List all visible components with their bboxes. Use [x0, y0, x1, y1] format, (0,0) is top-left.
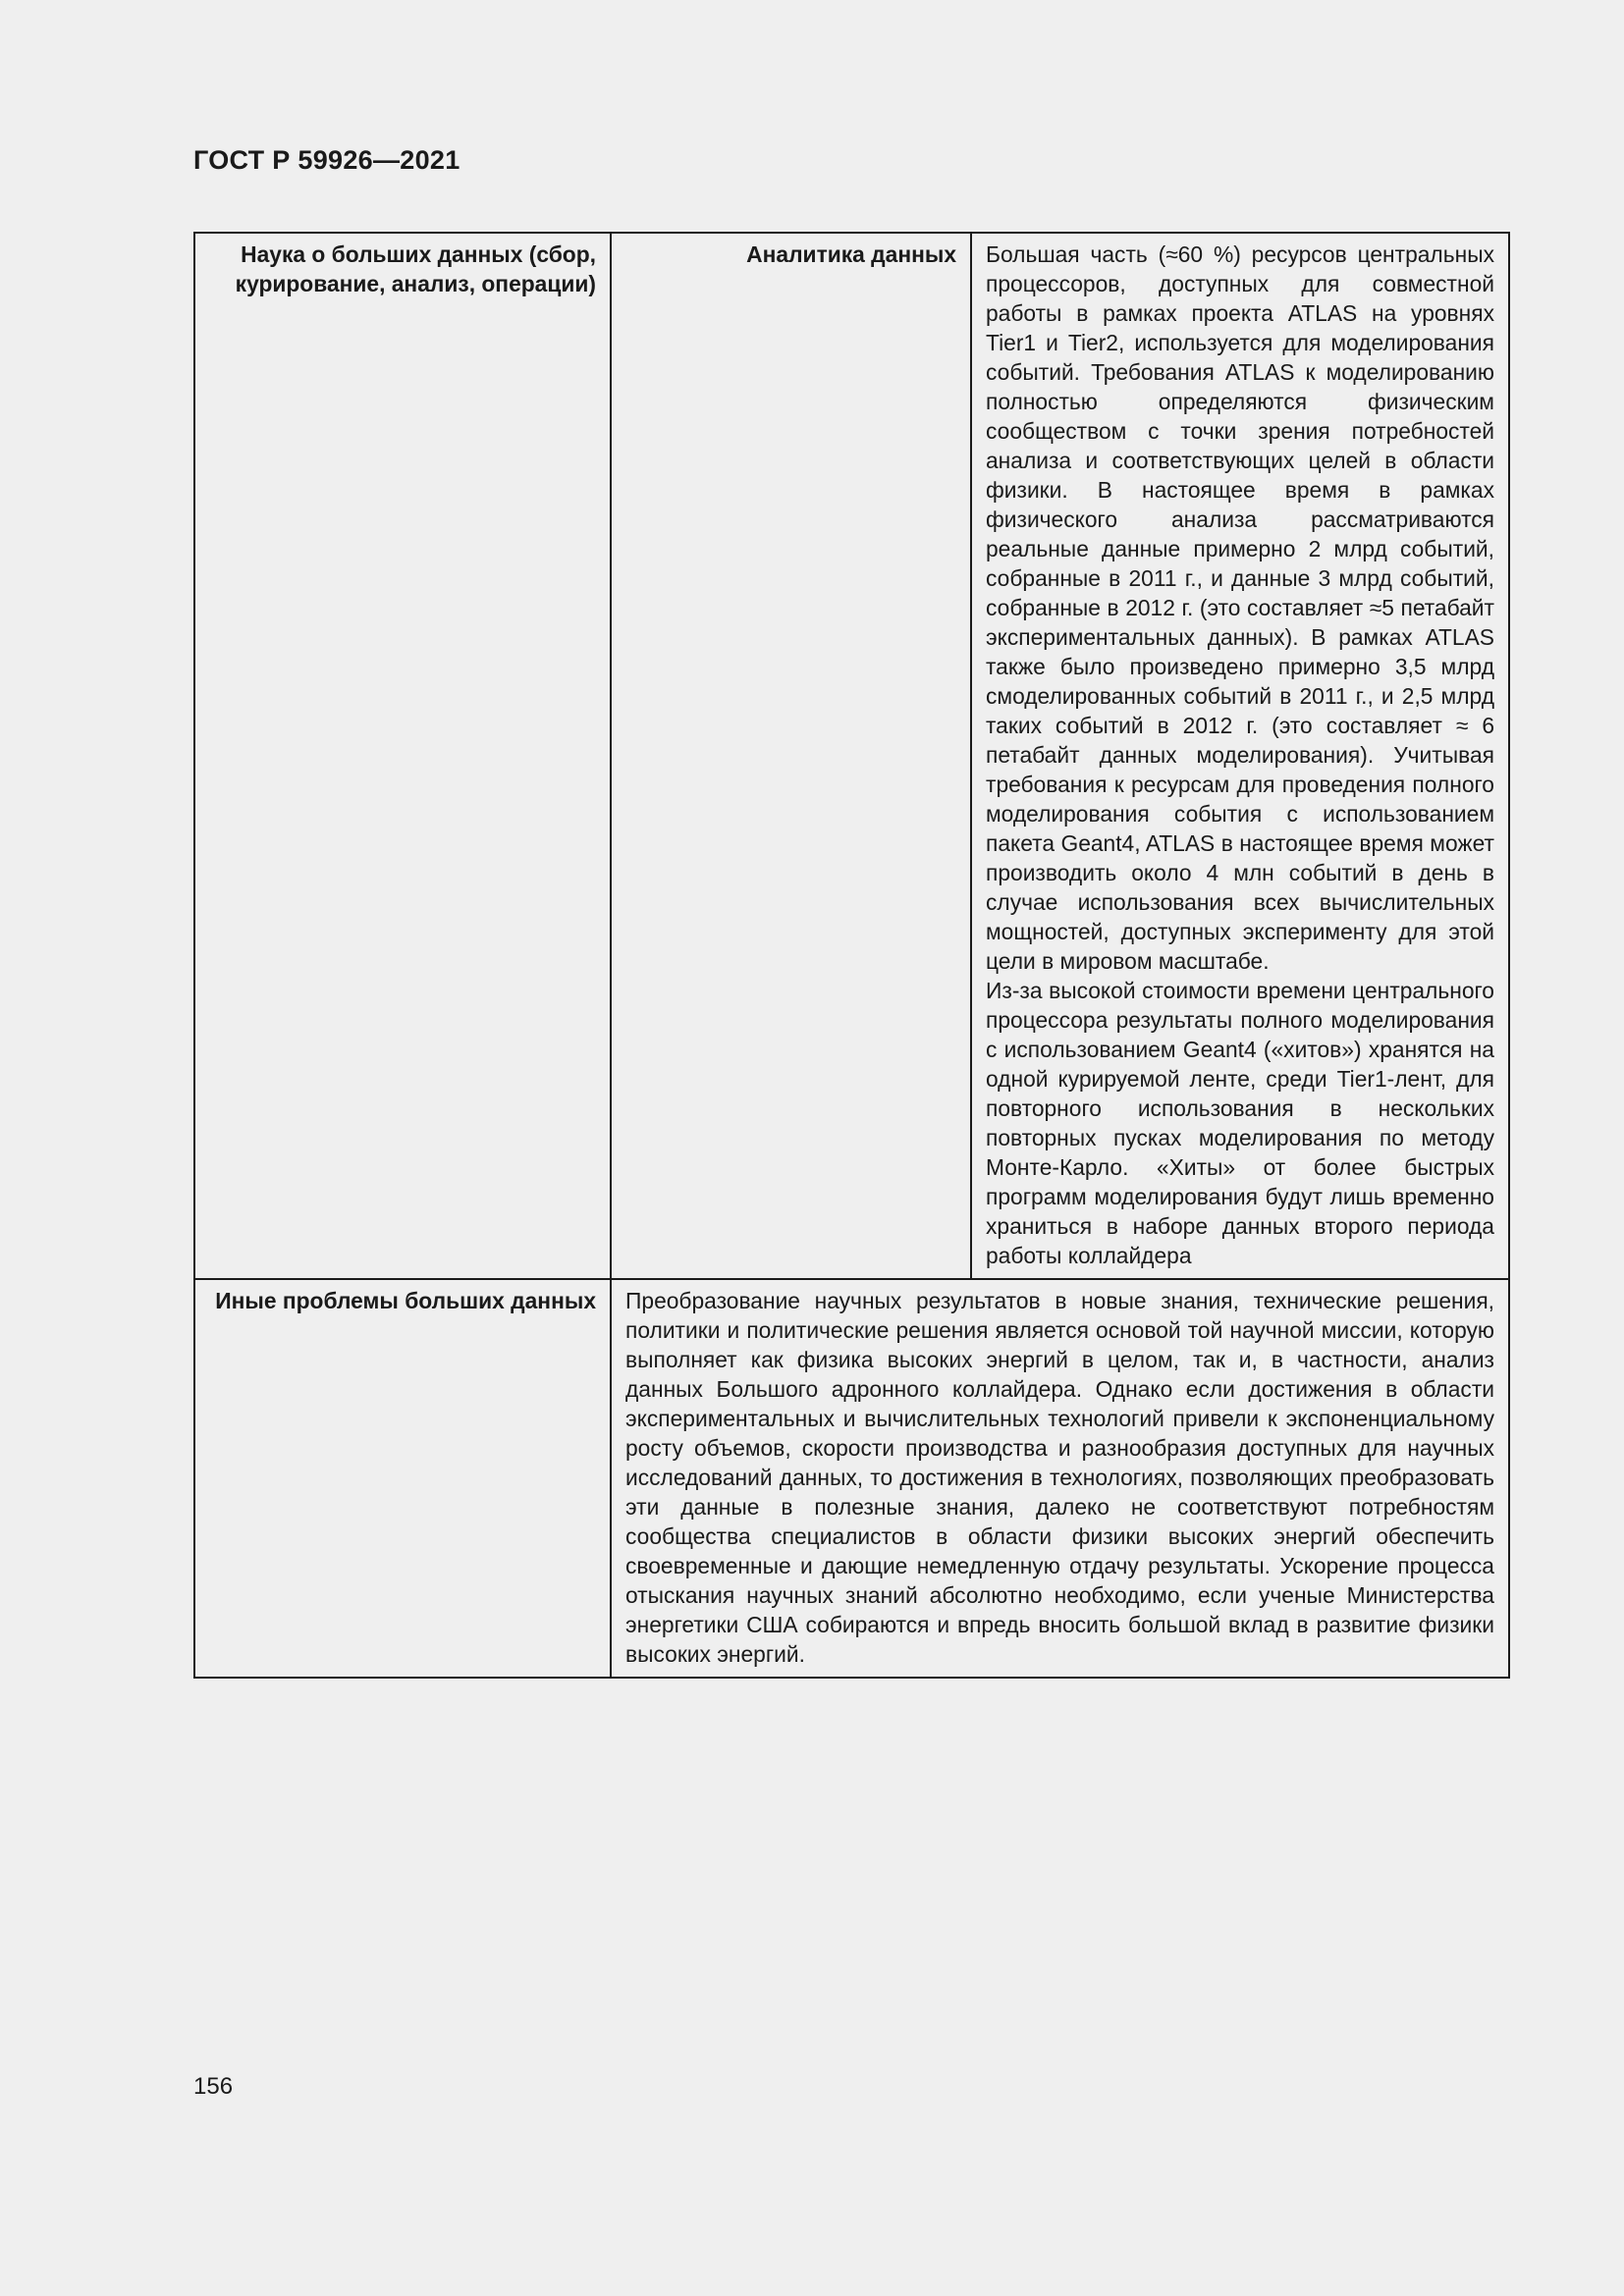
row-text-cell — [971, 233, 1509, 1279]
paragraph: Большая часть (≈60 %) ресурсов центральных процессоров, доступных для совместной работы в рамках проекта ATLAS на уровнях Tier1 и Tier2, используется для моделирования событий. Требования ATLAS к моделированию полностью определяются физическим сообществом с точки зрения потребностей анализа и соответствующих целей в области физики. В настоящее время в рамках физического анализа рассматриваются реальные данные примерно 2 млрд событий, собранные в 2011 г., и данные 3 млрд событий, собранные в 2012 г. (это составляет ≈5 петабайт экспериментальных данных). В рамках ATLAS также было произведено примерно 3,5 млрд смоделированных событий в 2011 г., и 2,5 млрд таких событий в 2012 г. (это составляет ≈ 6 петабайт данных моделирования). Учитывая требования к ресурсам для проведения полного моделирования события с использованием пакета Geant4, ATLAS в настоящее время может производить около 4 млн событий в день в случае использования всех вычислительных мощностей, доступных эксперименту для этой цели в мировом масштабе. — [986, 241, 1494, 974]
row-label-cell — [194, 1279, 611, 1678]
table-row — [194, 233, 1509, 1279]
paragraph: Из-за высокой стоимости времени центрального процессора результаты полного моделирования с использованием Geant4 («хитов») хранятся на одной курируемой ленте, среди Tier1-лент, для повторного использования в нескольких повторных пусках моделирования по методу Монте-Карло. «Хиты» от более быстрых программ моделирования будут лишь временно храниться в наборе данных второго периода работы коллайдера — [986, 978, 1494, 1268]
table-row — [194, 1279, 1509, 1678]
row-label: Наука о больших данных (сбор, курирование, анализ, операции) — [235, 241, 596, 296]
paragraph: Преобразование научных результатов в новые знания, технические решения, политики и политические решения является основой той научной миссии, которую выполняет как физика высоких энергий в целом, так и, в частности, анализ данных Большого адронного коллайдера. Однако если достижения в области экспериментальных и вычислительных технологий привели к экспоненциальному росту объемов, скорости производства и разнообразия доступных для научных исследований данных, то достижения в технологиях, позволяющих преобразовать эти данные в полезные знания, далеко не соответствуют потребностям сообщества специалистов в области физики высоких энергий обеспечить своевременные и дающие немедленную отдачу результаты. Ускорение процесса отыскания научных знаний абсолютно необходимо, если ученые Министерства энергетики США собираются и впредь вносить большой вклад в развитие физики высоких энергий. — [625, 1288, 1494, 1667]
page-number: 156 — [193, 2073, 234, 2100]
row-sublabel-cell — [611, 233, 971, 1279]
document-header: ГОСТ Р 59926—2021 — [193, 145, 460, 175]
row-sublabel: Аналитика данных — [746, 241, 956, 267]
row-label: Иные проблемы больших данных — [215, 1288, 596, 1313]
row-label-cell — [194, 233, 611, 1279]
content-table — [193, 232, 1510, 1679]
row-text-cell — [611, 1279, 1509, 1678]
